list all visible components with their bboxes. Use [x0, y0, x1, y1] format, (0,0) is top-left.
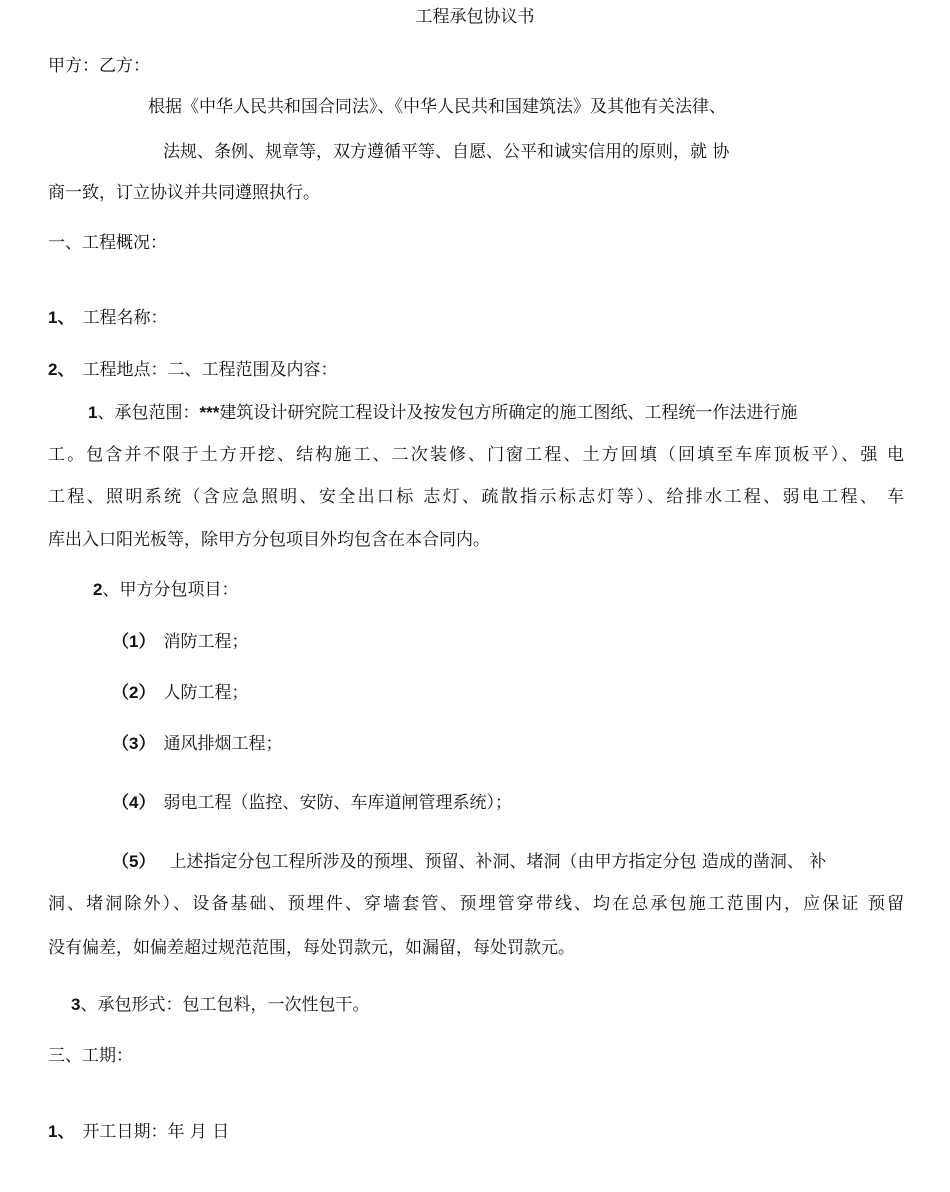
- scope-redacted-mark: ***: [199, 403, 220, 422]
- section-heading-schedule: 三、工期：: [48, 1046, 133, 1066]
- intro-line-1: 根据《中华人民共和国合同法》、《中华人民共和国建筑法》及其他有关法律、: [148, 97, 726, 117]
- subitem-fire: （1） 消防工程；: [112, 632, 249, 652]
- subitem-ventilation: （3） 通风排烟工程；: [112, 734, 283, 754]
- item5-line-3: 没有偏差，如偏差超过规范范围，每处罚款元，如漏留，每处罚款元。: [48, 938, 575, 958]
- subitem-civil-defense: （2） 人防工程；: [112, 683, 249, 703]
- subitem-weak-current: （4） 弱电工程（监控、安防、车库道闸管理系统）；: [112, 793, 512, 813]
- owner-subcontract-heading: [93, 579, 238, 601]
- intro-line-2: 法规、条例、规章等，双方遵循平等、自愿、公平和诚实信用的原则，就 协: [163, 142, 730, 162]
- item-number: 1、: [48, 308, 75, 327]
- item-number: 2、: [48, 360, 75, 379]
- document-title: 工程承包协议书: [415, 7, 535, 27]
- scope-label: 、承包范围：: [97, 403, 200, 423]
- intro-line-3: 商一致，订立协议并共同遵照执行。: [48, 183, 320, 203]
- scope-line-4: 库出入口阳光板等，除甲方分包项目外均包含在本合同内。: [48, 530, 490, 550]
- contract-form-line: 3、承包形式：包工包料，一次性包干。: [71, 995, 370, 1015]
- sub-number: 2: [93, 580, 103, 599]
- item-project-location: [48, 359, 337, 381]
- item-text: 工程地点：二、工程范围及内容：: [82, 360, 338, 380]
- item5-line-1: （5） 上述指定分包工程所涉及的预埋、预留、补洞、堵洞（由甲方指定分包 造成的凿洞、 补: [112, 852, 827, 872]
- scope-number: 1: [88, 403, 98, 422]
- item-project-name: [48, 307, 167, 329]
- parties-line: 甲方：乙方：: [48, 56, 150, 76]
- item5-line-2: 洞、堵洞除外）、设备基础、预埋件、穿墙套管、预埋管穿带线、均在总承包施工范围内，应保证 预留: [48, 894, 904, 914]
- scope-line-2: 工。包含并不限于土方开挖、结构施工、二次装修、门窗工程、土方回填（回填至车库顶板平）、强 电: [48, 445, 904, 465]
- scope-line-3: 工程、照明系统（含应急照明、安全出口标 志灯、疏散指示标志灯等）、给排水工程、弱电工程、 车: [48, 487, 904, 507]
- section-heading-overview: 一、工程概况：: [48, 233, 167, 253]
- start-date-line: 1、 开工日期：年 月 日: [48, 1122, 230, 1142]
- scope-text: 建筑设计研究院工程设计及按发包方所确定的施工图纸、工程统一作法进行施: [219, 403, 798, 423]
- sub-text: 、甲方分包项目：: [102, 580, 239, 600]
- item-text: 工程名称：: [82, 308, 168, 328]
- scope-line-1: [88, 402, 797, 424]
